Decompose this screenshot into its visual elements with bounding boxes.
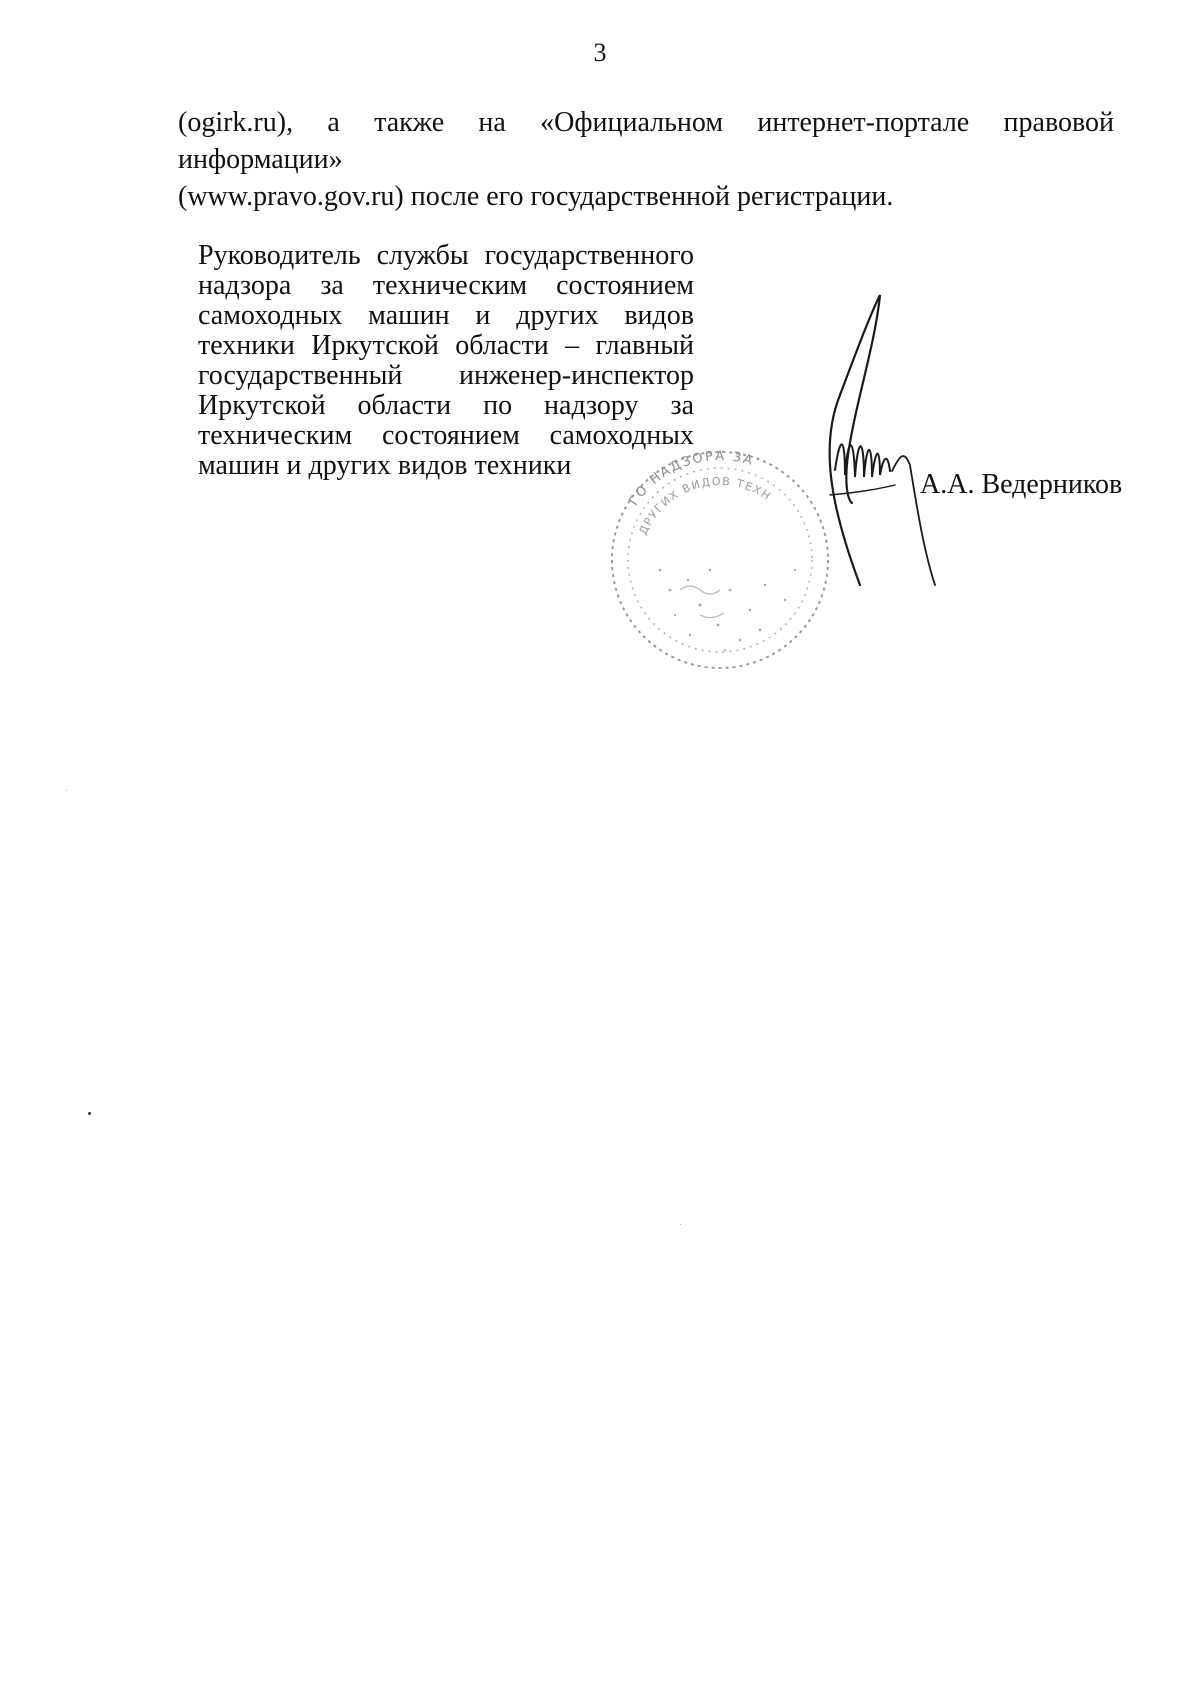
signatory-title-line: Руководитель службы государственного xyxy=(198,240,694,271)
handwritten-signature xyxy=(800,285,960,635)
svg-text:ДРУГИХ ВИДОВ ТЕХН: ДРУГИХ ВИДОВ ТЕХН xyxy=(636,474,774,537)
signatory-title-line: машин и других видов техники xyxy=(198,450,572,481)
signatory-title-line: техники Иркутской области – главный xyxy=(198,330,694,361)
body-line-1: (ogirk.ru), а также на «Официальном интернет-портале правовой информации» xyxy=(178,107,1114,175)
signatory-title-line: надзора за техническим состоянием xyxy=(198,270,694,301)
svg-text:ГО НАДЗОРА ЗА: ГО НАДЗОРА ЗА xyxy=(626,448,756,509)
signatory-title-line: самоходных машин и других видов xyxy=(198,300,694,331)
signatory-title-line: Иркутской области по надзору за xyxy=(198,390,694,421)
body-paragraph xyxy=(178,104,1114,215)
signatory-title-line: государственный инженер-инспектор xyxy=(198,360,694,391)
body-line-2: (www.pravo.gov.ru) после его государственной регистрации. xyxy=(178,181,894,212)
scan-speck xyxy=(66,790,67,791)
scan-speck xyxy=(88,1112,91,1115)
scan-speck xyxy=(680,1224,681,1225)
signer-name: А.А. Ведерников xyxy=(920,469,1123,500)
page-number: 3 xyxy=(593,38,607,67)
signatory-title-line: техническим состоянием самоходных xyxy=(198,420,694,451)
